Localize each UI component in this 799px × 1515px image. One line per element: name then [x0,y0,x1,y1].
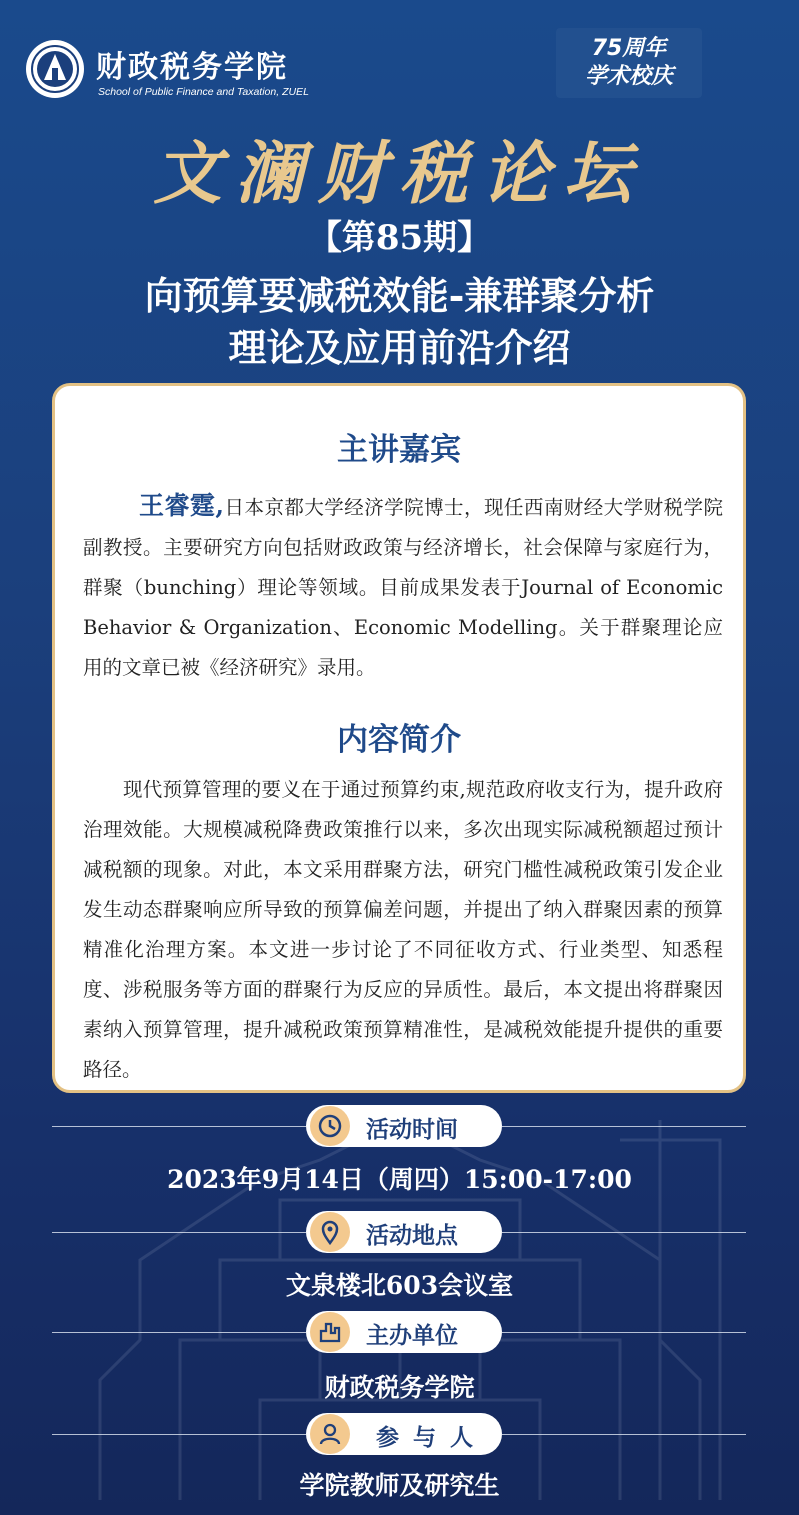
divider-line [52,1332,306,1333]
place-label-pill [306,1211,502,1253]
divider-line [502,1434,746,1435]
participants-value: 学院教师及研究生 [299,1471,500,1500]
clock-icon [310,1106,350,1146]
forum-title: 文澜财税论坛 [153,134,646,214]
school-name-en: School of Public Finance and Taxation, ZUEL [98,86,309,98]
divider-line [52,1434,306,1435]
anniversary-line1: 75周年 [591,36,667,61]
speaker-bio-first: 日本京都大学经济学院博士，现任西南财经大学 [224,496,644,519]
host-label: 主办单位 [366,1322,458,1349]
participants-label: 参与人 [376,1424,487,1451]
issue-number: 【第85期】 [307,218,492,258]
school-logo-icon [24,38,86,100]
time-label-pill [306,1105,502,1147]
participants-label-pill [306,1413,502,1455]
summary-text: 现代预算管理的要义在于通过预算约束,规范政府收支行为，提升政府治理效能。大规模减税降费政策推行以来，多次出现实际减税额超过预计减税额的现象。对此，本文采用群聚方法，研究门槛性减税政策引发企业发生动态群聚响应所导致的预算偏差问题，并提出了纳入群聚因素的预算精准化治理方案。本文进一步讨论了不同征收方式、行业类型、知悉程度、涉税服务等方面的群聚行为反应的异质性。最后，本文提出将群聚因素纳入预算管理，提升减税政策预算精准性，是减税效能提升提供的重要路径。 [83,778,723,1081]
divider-line [502,1232,746,1233]
speaker-bio-rest: 财税学院副教授。主要研究方向包括财政政策与经济增长，社会保障与家庭行为，群聚（bunching）理论等领域。目前成果发表于Journal of Economic Behavior & Organization、Economic Modelling。关于群聚理论应用的文章已被《经济研究》录用。 [83,496,723,679]
divider-line [502,1332,746,1333]
speaker-name: 王睿霆, [139,491,225,520]
divider-line [502,1126,746,1127]
location-pin-icon [310,1212,350,1252]
topic-line-1: 向预算要减税效能-兼群聚分析 [144,273,655,318]
time-label: 活动时间 [366,1116,458,1143]
anniversary-line2: 学术校庆 [584,64,673,89]
divider-line [52,1126,306,1127]
school-name-cn: 财政税务学院 [96,50,288,85]
time-value: 2023年9月14日（周四）15:00-17:00 [167,1165,632,1194]
host-value: 财政税务学院 [324,1373,475,1402]
content-card [52,383,746,1093]
speaker-heading: 主讲嘉宾 [337,432,461,468]
person-icon [310,1414,350,1454]
place-label: 活动地点 [366,1222,458,1249]
anniversary-badge [556,28,702,98]
speaker-bio [83,486,723,688]
building-icon [310,1312,350,1352]
host-label-pill [306,1311,502,1353]
place-value: 文泉楼北603会议室 [285,1271,514,1300]
topic-line-2: 理论及应用前沿介绍 [228,325,571,370]
divider-line [52,1232,306,1233]
lecture-topic [0,270,799,374]
summary-heading: 内容简介 [337,722,461,758]
